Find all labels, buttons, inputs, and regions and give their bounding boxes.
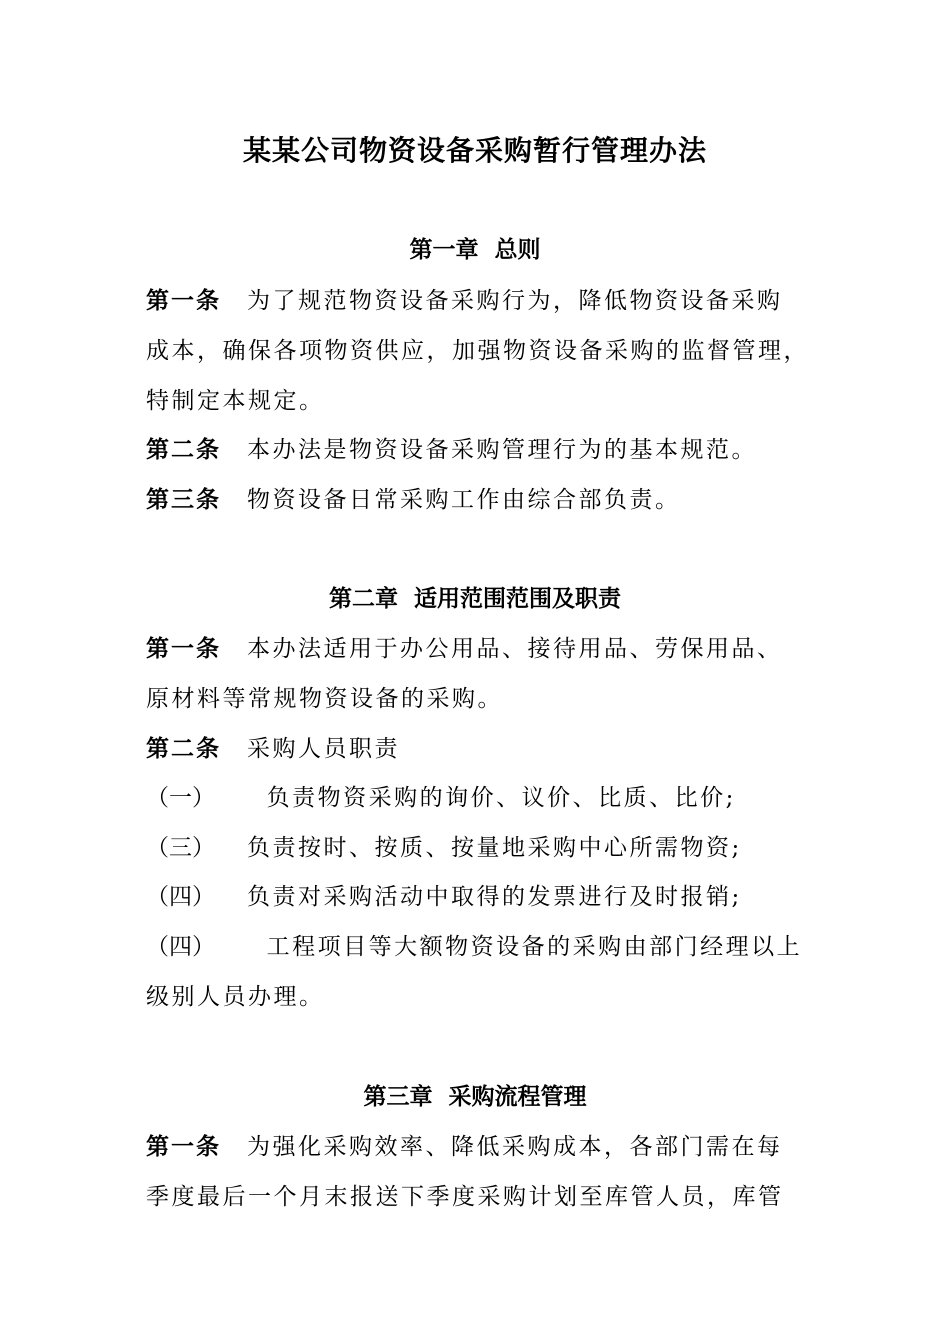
article-text: 季度最后一个月末报送下季度采购计划至库管人员，库管 xyxy=(146,1184,784,1210)
item-text: 负责对采购活动中取得的发票进行及时报销; xyxy=(247,884,742,910)
chapter-2-article-1-line-2 xyxy=(146,682,806,716)
chapter-2-item-3 xyxy=(146,880,806,914)
chapter-3-article-1-line-1 xyxy=(146,1130,806,1164)
article-text: 为强化采购效率、降低采购成本，各部门需在每 xyxy=(247,1134,783,1160)
item-text: 工程项目等大额物资设备的采购由部门经理以上 xyxy=(247,934,803,960)
article-text: 采购人员职责 xyxy=(247,736,400,762)
chapter-1-article-1-line-1 xyxy=(146,284,806,318)
article-text: 物资设备日常采购工作由综合部负责。 xyxy=(247,487,681,513)
article-label: 第一条 xyxy=(146,1133,221,1160)
chapter-2-article-2 xyxy=(146,732,806,766)
item-label: （四） xyxy=(146,934,215,960)
chapter-2-article-1-line-1 xyxy=(146,632,806,666)
article-label: 第一条 xyxy=(146,635,221,662)
article-label: 第一条 xyxy=(146,287,221,314)
chapter-2-heading: 第二章 适用范围范围及职责 xyxy=(328,585,621,612)
article-text: 为了规范物资设备采购行为，降低物资设备采购 xyxy=(247,288,783,314)
article-label: 第二条 xyxy=(146,436,221,463)
article-text: 本办法是物资设备采购管理行为的基本规范。 xyxy=(247,437,757,463)
chapter-1-article-2 xyxy=(146,433,806,467)
article-text: 成本，确保各项物资供应，加强物资设备采购的监督管理， xyxy=(146,338,809,364)
article-text: 本办法适用于办公用品、接待用品、劳保用品、 xyxy=(247,636,783,662)
item-label: （一） xyxy=(146,785,215,811)
chapter-3-heading: 第三章 采购流程管理 xyxy=(363,1083,587,1110)
item-label: （三） xyxy=(146,835,215,861)
chapter-1-article-1-line-2 xyxy=(146,334,809,368)
article-text: 原材料等常规物资设备的采购。 xyxy=(146,686,503,712)
chapter-2-item-1 xyxy=(146,781,806,815)
chapter-3-article-1-line-2 xyxy=(146,1180,806,1214)
article-label: 第二条 xyxy=(146,735,221,762)
item-text: 负责按时、按质、按量地采购中心所需物资; xyxy=(247,835,742,861)
chapter-1-article-1-line-3 xyxy=(146,384,806,418)
chapter-1-article-3 xyxy=(146,483,806,517)
document-title: 某某公司物资设备采购暂行管理办法 xyxy=(242,134,707,167)
chapter-2-item-2 xyxy=(146,831,806,865)
article-label: 第三条 xyxy=(146,486,221,513)
chapter-1-heading: 第一章 总则 xyxy=(409,236,541,263)
chapter-2-item-4-line-1 xyxy=(146,930,806,964)
article-text: 特制定本规定。 xyxy=(146,388,325,414)
chapter-2-item-4-line-2 xyxy=(146,980,806,1014)
item-text: 负责物资采购的询价、议价、比质、比价; xyxy=(247,785,736,811)
item-label: （四） xyxy=(146,884,215,910)
item-text: 级别人员办理。 xyxy=(146,984,325,1010)
